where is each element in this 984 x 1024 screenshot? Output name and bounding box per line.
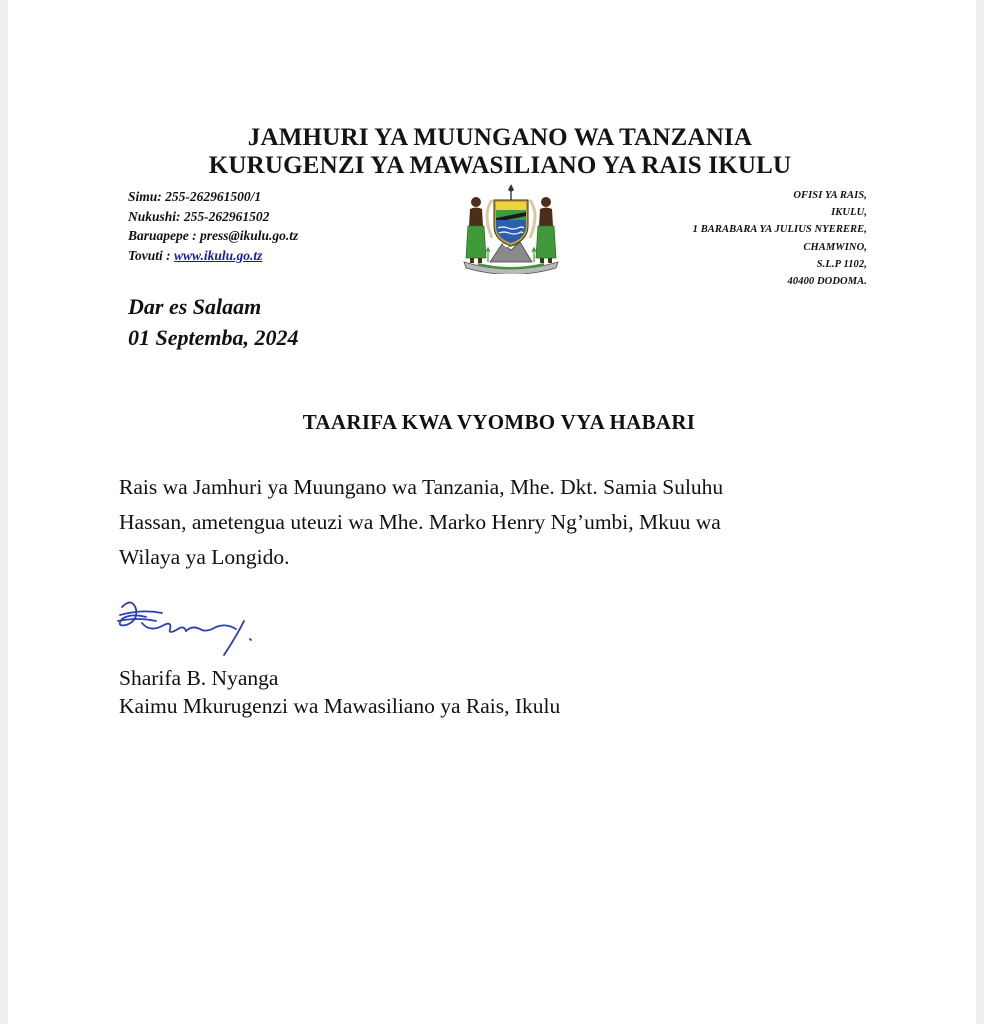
signatory-position: Kaimu Mkurugenzi wa Mawasiliano ya Rais, Ikulu bbox=[119, 694, 561, 718]
letterhead-subtitle: KURUGENZI YA MAWASILIANO YA RAIS IKULU bbox=[208, 152, 792, 179]
website-row bbox=[128, 246, 298, 266]
letterhead-title: JAMHURI YA MUUNGANO WA TANZANIA bbox=[247, 124, 753, 151]
email-address: Baruapepe : press@ikulu.go.tz bbox=[128, 228, 299, 243]
contact-block bbox=[128, 187, 298, 265]
handwritten-signature bbox=[112, 595, 262, 661]
address-line: 40400 DODOMA. bbox=[787, 276, 867, 288]
address-line: CHAMWINO, bbox=[803, 241, 867, 253]
website-link[interactable]: www.ikulu.go.tz bbox=[174, 247, 263, 263]
address-line: S.L.P 1102, bbox=[816, 258, 867, 270]
signatory-name: Sharifa B. Nyanga bbox=[119, 666, 279, 690]
address-line: 1 BARABARA YA JULIUS NYERERE, bbox=[692, 224, 867, 236]
address-line: OFISI YA RAIS, bbox=[793, 190, 867, 201]
phone-number: Simu: 255-262961500/1 bbox=[128, 189, 262, 204]
website-label: Tovuti : bbox=[128, 247, 175, 263]
body-line: Hassan, ametengua uteuzi wa Mhe. Marko Henry Ng’umbi, Mkuu wa bbox=[119, 510, 721, 534]
page-edge-left bbox=[0, 0, 8, 1024]
press-release-title-text: TAARIFA KWA VYOMBO VYA HABARI bbox=[302, 410, 696, 434]
press-release-title bbox=[0, 410, 984, 435]
address-line: IKULU, bbox=[831, 207, 867, 219]
place-date-block bbox=[128, 291, 299, 353]
body-line: Rais wa Jamhuri ya Muungano wa Tanzania, Mhe. Dkt. Samia Suluhu bbox=[119, 475, 724, 499]
address-block bbox=[693, 187, 867, 290]
fax-number: Nukushi: 255-262961502 bbox=[128, 208, 270, 224]
body-line: Wilaya ya Longido. bbox=[119, 545, 290, 569]
coat-of-arms-emblem bbox=[458, 182, 564, 274]
place: Dar es Salaam bbox=[128, 294, 262, 319]
release-body bbox=[119, 470, 879, 575]
signatory-block bbox=[119, 664, 560, 720]
date: 01 Septemba, 2024 bbox=[128, 325, 299, 350]
